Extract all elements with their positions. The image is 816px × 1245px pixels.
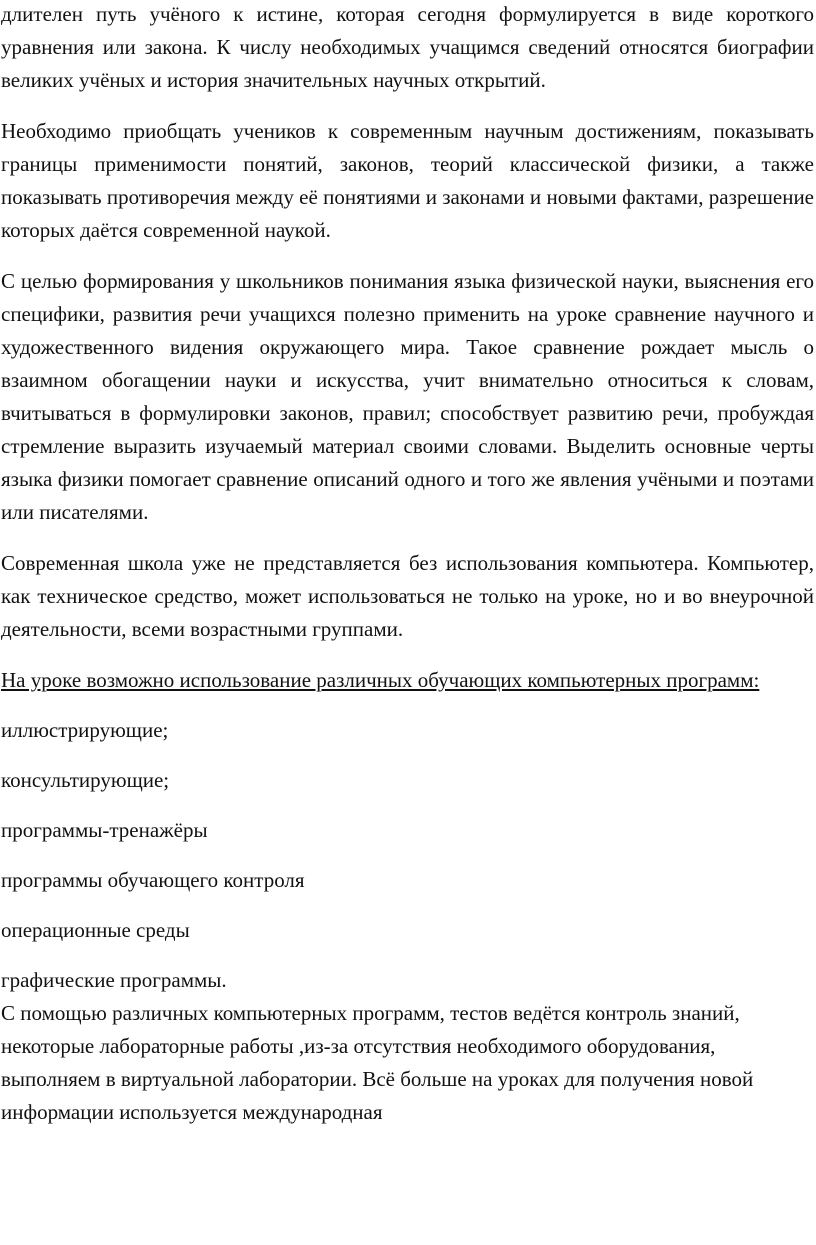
paragraph-2: Необходимо приобщать учеников к современным научным достижениям, показывать границы применимости понятий, законов, теорий классической физики, а также показывать противоречия между её понятиями и законами и новыми фактами, разрешение которых даётся современной наукой. bbox=[1, 119, 814, 242]
paragraph-3: С целью формирования у школьников понимания языка физической науки, выяснения его специфики, развития речи учащихся полезно применить на уроке сравнение научного и художественного видения окружающего мира. Такое сравнение рождает мысль о взаимном обогащении науки и искусства, учит внимательно относиться к словам, вчитываться в формулировки законов, правил; способствует развитию речи, пробуждая стремление выразить изучаемый материал своими словами. Выделить основные черты языка физики помогает сравнение описаний одного и того же явления учёными и поэтами или писателями. bbox=[1, 269, 814, 524]
list-item: графические программы. bbox=[1, 968, 227, 992]
list-item: иллюстрирующие; bbox=[1, 718, 169, 742]
list-item: программы обучающего контроля bbox=[1, 868, 305, 892]
paragraph-1: длителен путь учёного к истине, которая сегодня формулируется в виде короткого уравнения или закона. К числу необходимых учащимся сведений относятся биографии великих учёных и история значительных научных открытий. bbox=[1, 2, 814, 92]
final-paragraph: С помощью различных компьютерных программ, тестов ведётся контроль знаний, некоторые лабораторные работы ,из-за отсутствия необходимого оборудования, выполняем в виртуальной лаборатории. Всё больше на уроках для получения новой информации используется международная bbox=[1, 1001, 754, 1124]
paragraph-4: Современная школа уже не представляется без использования компьютера. Компьютер, как техническое средство, может использоваться не только на уроке, но и во внеурочной деятельности, всеми возрастными группами. bbox=[1, 551, 814, 641]
list-item: консультирующие; bbox=[1, 768, 170, 792]
list-heading: На уроке возможно использование различных обучающих компьютерных программ: bbox=[1, 668, 760, 692]
list-item: программы-тренажёры bbox=[1, 818, 208, 842]
program-list bbox=[1, 714, 816, 997]
list-item: операционные среды bbox=[1, 918, 190, 942]
